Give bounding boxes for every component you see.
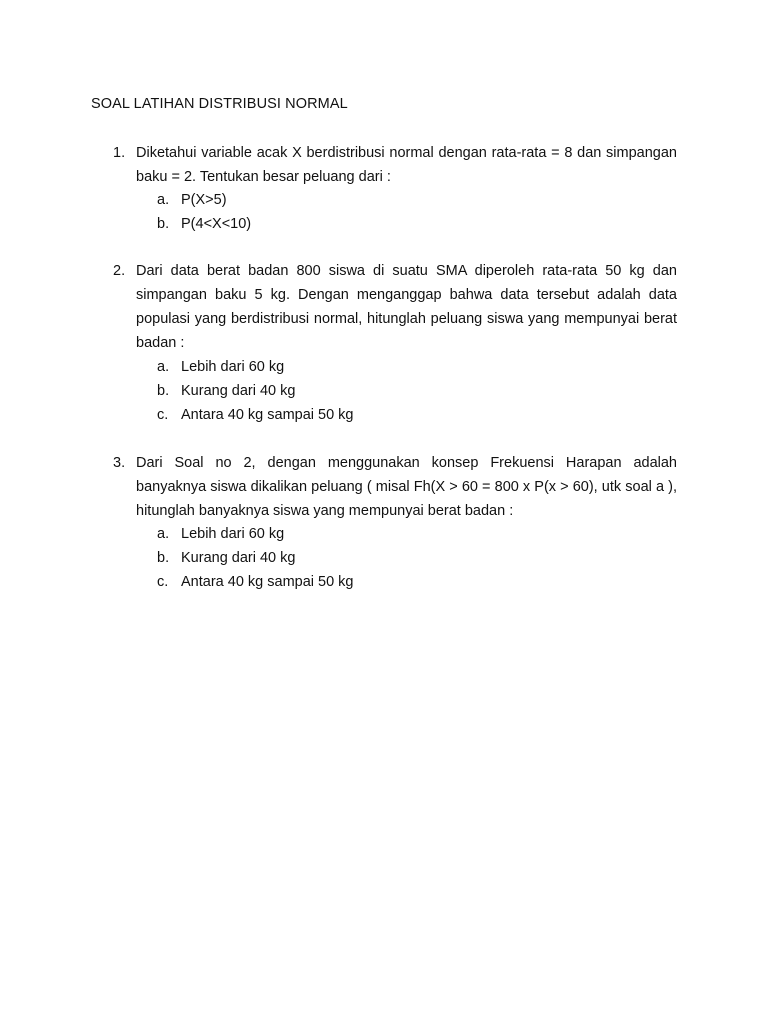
item-letter: a. (157, 526, 170, 542)
question-number: 3. (113, 455, 126, 471)
item-text: Kurang dari 40 kg (181, 550, 296, 566)
question-text: Dari Soal no 2, dengan menggunakan konsep Frekuensi Harapan adalah banyaknya siswa dikalikan peluang ( misal Fh(X > 60 = 800 x P(x > 60), utk soal a ), hitunglah banyaknya siswa yang mempunyai berat badan : (136, 455, 677, 519)
item-letter: c. (157, 407, 169, 423)
question-text: Diketahui variable acak X berdistribusi normal dengan rata-rata = 8 dan simpangan baku = 2. Tentukan besar peluang dari : (136, 145, 677, 185)
question-text: Dari data berat badan 800 siswa di suatu SMA diperoleh rata-rata 50 kg dan simpangan baku 5 kg. Dengan menganggap bahwa data tersebut adalah data populasi yang berdistribusi normal, hitunglah peluang siswa yang mempunyai berat badan : (136, 263, 677, 351)
item-letter: c. (157, 574, 169, 590)
question-number: 2. (113, 263, 126, 279)
item-text: P(X>5) (181, 192, 227, 208)
item-text: Antara 40 kg sampai 50 kg (181, 407, 354, 423)
item-text: Lebih dari 60 kg (181, 526, 285, 542)
item-text: Antara 40 kg sampai 50 kg (181, 574, 354, 590)
document-title: SOAL LATIHAN DISTRIBUSI NORMAL (91, 96, 348, 112)
item-letter: b. (157, 216, 170, 232)
item-text: Kurang dari 40 kg (181, 383, 296, 399)
item-text: P(4<X<10) (181, 216, 252, 232)
item-text: Lebih dari 60 kg (181, 359, 285, 375)
item-letter: a. (157, 359, 170, 375)
item-letter: b. (157, 383, 170, 399)
question-number: 1. (113, 145, 126, 161)
item-letter: a. (157, 192, 170, 208)
item-letter: b. (157, 550, 170, 566)
